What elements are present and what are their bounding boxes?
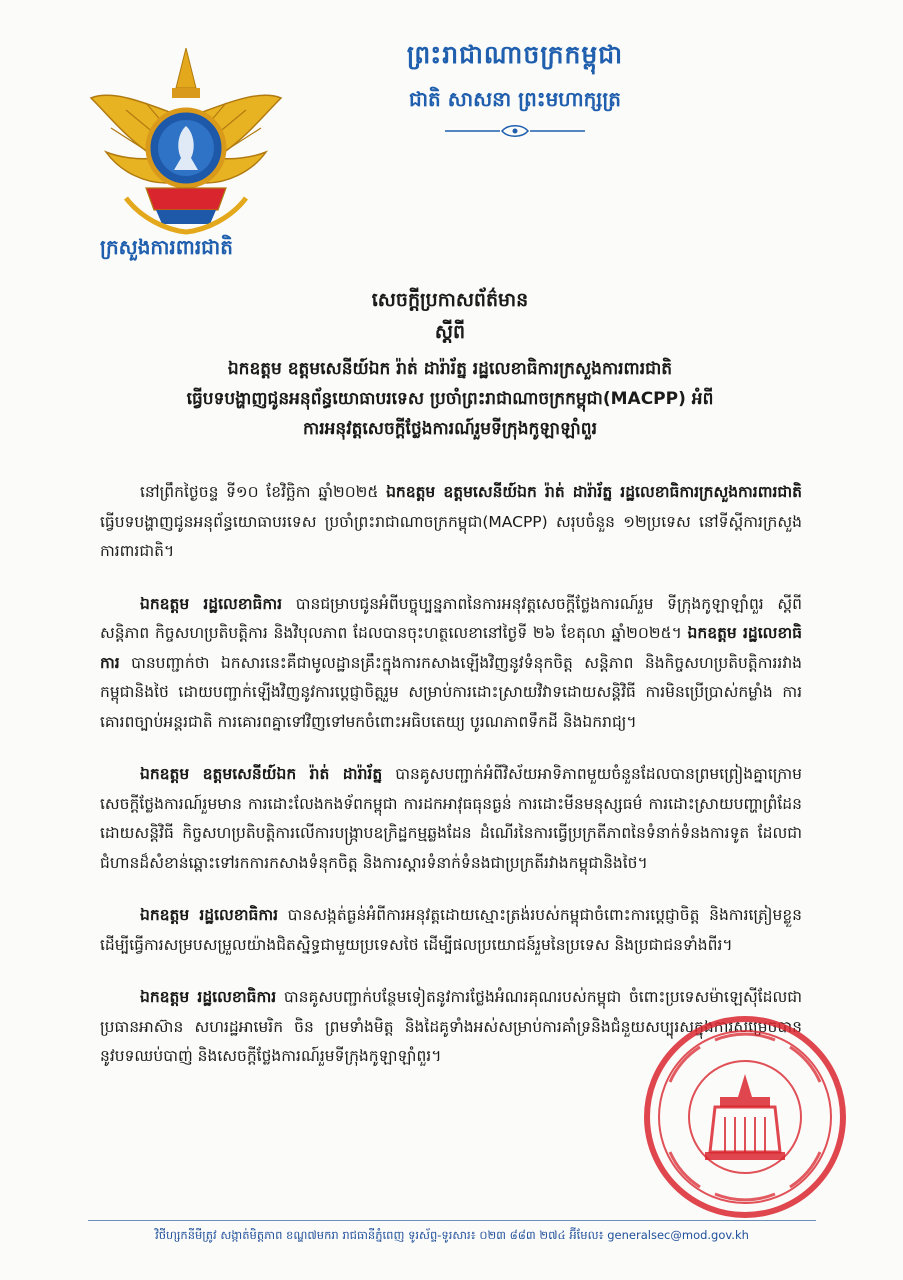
- paragraph-bold: ឯកឧត្តម ឧត្តមសេនីយ៍ឯក រ៉ាត់ ដារ៉ារ័ត្ន រដ្ឋលេខាធិការក្រសួងការពារជាតិ: [386, 483, 803, 501]
- paragraph-text: បានគូសបញ្ជាក់អំពីវិស័យអាទិភាពមួយចំនួនដែលបានព្រមព្រៀងគ្នាក្រោមសេចក្តីថ្លែងការណ៍រួមមាន ការដោះលែងកងទ័ពកម្ពុជា ការដកអាវុធធុនធ្ងន់ ការដោះមីនមនុស្សធម៌ ការដោះស្រាយបញ្ហាព្រំដែនដោយសន្តិវិធី កិច្ចសហប្រតិបត្តិការលើការបង្រ្កាបឧក្រិដ្ឋកម្មឆ្លងដែន ដំណើរនៃការធ្វើប្រក្រតីភាពនៃទំនាក់ទំនងការទូត ដែលជាជំហានដ៏សំខាន់ឆ្ពោះទៅរកការកសាងទំនុកចិត្ត និងការស្តារទំនាក់ទំនងជាប្រក្រតីរវាងកម្ពុជានិងថៃ។: [100, 765, 802, 872]
- paragraph-4: [100, 901, 802, 960]
- paragraph-1: [100, 478, 802, 567]
- footer-contact: វិថីហ្សកនីមីត្រូវ សង្កាត់មិត្តភាព ខណ្ឌ៧មករា រាជធានីភ្នំពេញ ទូរស័ព្ទ-ទូរសារ៖ ០២៣ ៨៨៣ ២៧៤ អ៊ីមែល៖ generalsec@mod.gov.kh: [155, 1228, 749, 1242]
- announcement-body: [100, 478, 802, 1095]
- footer-divider: [88, 1220, 816, 1221]
- paragraph-text: នៅព្រឹកថ្ងៃចន្ទ ទី១០ ខែវិច្ឆិកា ឆ្នាំ២០២៥: [140, 483, 387, 501]
- paragraph-text: បានបញ្ជាក់ថា ឯកសារនេះគឺជាមូលដ្ឋានគ្រឹះក្នុងការកសាងឡើងវិញនូវទំនុកចិត្ត សន្តិភាព និងកិច្ចសហប្រតិបត្តិការរវាងកម្ពុជានិងថៃ ដោយបញ្ជាក់ឡើងវិញនូវការប្តេជ្ញាចិត្តរួម សម្រាប់ការដោះស្រាយវិវាទដោយសន្តិវិធី ការមិនប្រើប្រាស់កម្លាំង ការគោរពច្បាប់អន្តរជាតិ ការគោរពគ្នាទៅវិញទៅមកចំពោះអធិបតេយ្យ បូរណភាពទឹកដី និងឯករាជ្យ។: [100, 653, 802, 731]
- paragraph-bold-lead: ឯកឧត្តម រដ្ឋលេខាធិការ: [140, 906, 279, 924]
- ornament-divider-icon: [440, 124, 590, 138]
- ministry-name: ក្រសួងការពារជាតិ: [100, 235, 233, 259]
- ministry-emblem-icon: [86, 48, 286, 238]
- paragraph-bold: ឯកឧត្តម រដ្ឋលេខាធិការ: [100, 624, 802, 672]
- paragraph-bold-lead: ឯកឧត្តម រដ្ឋលេខាធិការ: [140, 988, 277, 1006]
- national-motto: ជាតិ សាសនា ព្រះមហាក្សត្រ: [409, 87, 621, 111]
- announcement-titles: [100, 288, 800, 444]
- announcement-heading: សេចក្តីប្រកាសព័ត៌មាន: [371, 289, 529, 311]
- kingdom-title: ព្រះរាជាណាចក្រកម្ពុជា: [406, 40, 624, 69]
- subject-line-2: ធ្វើបទបង្ហាញជូនអនុព័ន្ធយោធាបរទេស ប្រចាំព្រះរាជាណាចក្រកម្ពុជា(MACPP) អំពី: [186, 389, 714, 409]
- paragraph-text: បានជម្រាបជូនអំពីបច្ចុប្បន្នភាពនៃការអនុវត្តសេចក្តីថ្លែងការណ៍រួម ទីក្រុងកូឡាឡាំពួរ ស្តីពីសន្តិភាព កិច្ចសហប្រតិបត្តិការ និងវិបុលភាព ដែលបានចុះហត្ថលេខានៅថ្ងៃទី ២៦ ខែតុលា ឆ្នាំ២០២៥។: [100, 594, 802, 642]
- paragraph-text: បានគូសបញ្ជាក់បន្ថែមទៀតនូវការថ្លែងអំណរគុណរបស់កម្ពុជា ចំពោះប្រទេសម៉ាឡេស៊ីដែលជាប្រធានអាស៊ាន សហរដ្ឋអាមេរិក ចិន ព្រមទាំងមិត្ត និងដៃគូទាំងអស់សម្រាប់ការគាំទ្រនិងជំនួយសប្បុរសក្នុងការសម្រេចបាននូវបទឈប់បាញ់ និងសេចក្តីថ្លែងការណ៍រួមទីក្រុងកូឡាឡាំពួរ។: [100, 988, 802, 1065]
- kingdom-header: [300, 40, 730, 142]
- paragraph-text: ធ្វើបទបង្ហាញជូនអនុព័ន្ធយោធាបរទេស ប្រចាំព្រះរាជាណាចក្រកម្ពុជា(MACPP) សរុបចំនួន ១២ប្រទេស នៅទីស្តីការក្រសួងការពារជាតិ។: [100, 512, 802, 560]
- subject-line-1: ឯកឧត្តម ឧត្តមសេនីយ៍ឯក រ៉ាត់ ដារ៉ារ័ត្ន រដ្ឋលេខាធិការក្រសួងការពារជាតិ: [227, 359, 673, 379]
- paragraph-bold-lead: ឯកឧត្តម ឧត្តមសេនីយ៍ឯក រ៉ាត់ ដារ៉ារ័ត្ន: [140, 765, 383, 783]
- paragraph-2: [100, 590, 802, 738]
- paragraph-text: បានសង្កត់ធ្ងន់អំពីការអនុវត្តដោយស្មោះត្រង់របស់កម្ពុជាចំពោះការប្តេជ្ញាចិត្ត និងការត្រៀមខ្លួនដើម្បីធ្វើការសម្របសម្រួលយ៉ាងជិតស្និទ្ធជាមួយប្រទេសថៃ ដើម្បីផលប្រយោជន៍រួមនៃប្រទេស និងប្រជាជនទាំងពីរ។: [100, 906, 802, 954]
- paragraph-3: [100, 760, 802, 878]
- subject-line-3: ការអនុវត្តសេចក្តីថ្លែងការណ៍រួមទីក្រុងកូឡាឡាំពួរ: [303, 419, 597, 439]
- about-label: ស្តីពី: [434, 321, 466, 343]
- paragraph-bold-lead: ឯកឧត្តម រដ្ឋលេខាធិការ: [140, 594, 283, 613]
- official-seal-icon: [640, 1012, 850, 1222]
